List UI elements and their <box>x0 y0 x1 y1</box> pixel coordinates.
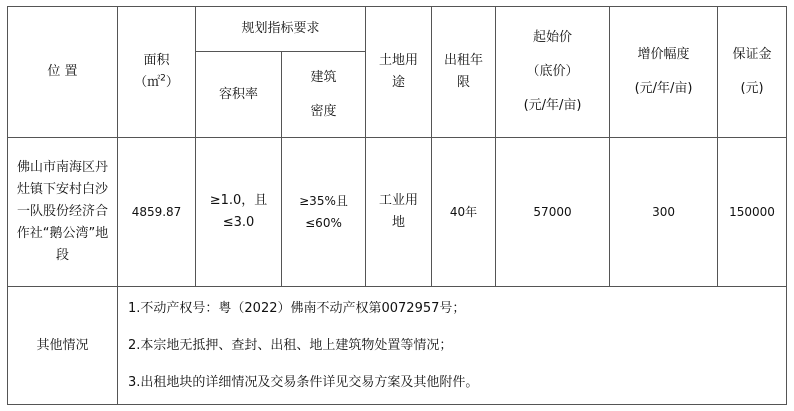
cell-deposit <box>718 138 787 287</box>
cell-location-text: 佛山市南海区丹灶镇下安村白沙一队股份经济合作社“鹅公湾”地段 <box>16 160 109 263</box>
header-area <box>118 7 196 138</box>
cell-increment <box>610 138 718 287</box>
header-location-text: 位 置 <box>47 64 78 79</box>
cell-land-use-text: 工业用地 <box>379 193 419 230</box>
cell-lease-term-text: 40年 <box>449 205 478 219</box>
header-deposit-line1: 保证金 <box>732 47 772 62</box>
cell-far <box>196 138 282 287</box>
land-lease-table <box>7 6 787 405</box>
header-density-line2: 密度 <box>310 103 337 119</box>
other-item-1: 1.不动产权号：粤（2022）佛南不动产权第0072957号； <box>128 301 466 316</box>
header-start-price-line1: 起始价 <box>533 30 573 45</box>
header-deposit-line2: (元) <box>740 81 764 96</box>
header-density-line1: 建筑 <box>310 69 337 85</box>
cell-start-price <box>496 138 610 287</box>
cell-lease-term <box>432 138 496 287</box>
cell-land-use <box>366 138 432 287</box>
header-planning-text: 规划指标要求 <box>241 21 320 36</box>
cell-area-text: 4859.87 <box>131 205 182 219</box>
cell-other-label-text: 其他情况 <box>36 337 89 353</box>
header-planning <box>196 7 366 52</box>
header-start-price <box>496 7 610 138</box>
other-item-3: 3.出租地块的详细情况及交易条件详见交易方案及其他附件。 <box>128 375 479 390</box>
cell-deposit-text: 150000 <box>729 205 775 219</box>
header-density <box>282 52 366 138</box>
header-increment <box>610 7 718 138</box>
area-unit-sup: 2 <box>160 73 166 84</box>
cell-density-text: ≥35%且≤60% <box>299 194 348 230</box>
header-area-label: 面积 <box>143 53 170 68</box>
other-item-2: 2.本宗地无抵押、查封、出租、地上建筑物处置等情况； <box>128 338 453 353</box>
cell-increment-text: 300 <box>652 205 675 219</box>
header-location <box>8 7 118 138</box>
cell-location <box>8 138 118 287</box>
other-row <box>8 287 787 405</box>
header-land-use-text: 土地用途 <box>379 53 419 90</box>
area-unit-prefix: （㎡ <box>134 75 161 90</box>
data-row <box>8 138 787 287</box>
header-start-price-line2: （底价） <box>526 64 579 79</box>
cell-area <box>118 138 196 287</box>
header-increment-line1: 增价幅度 <box>637 47 690 62</box>
header-row-1 <box>8 7 787 52</box>
header-increment-line2: (元/年/亩) <box>634 81 693 96</box>
header-far <box>196 52 282 138</box>
area-unit-suffix: ） <box>165 75 179 90</box>
header-deposit <box>718 7 787 138</box>
header-area-unit <box>122 72 191 94</box>
header-far-text: 容积率 <box>218 86 258 102</box>
header-lease-term <box>432 7 496 138</box>
cell-far-text: ≥1.0，且≤3.0 <box>209 193 268 230</box>
cell-other-items <box>118 287 787 405</box>
cell-density <box>282 138 366 287</box>
header-land-use <box>366 7 432 138</box>
header-lease-term-text: 出租年限 <box>444 53 484 90</box>
cell-start-price-text: 57000 <box>533 205 572 219</box>
header-start-price-line3: (元/年/亩) <box>523 98 582 113</box>
cell-other-label <box>8 287 118 405</box>
